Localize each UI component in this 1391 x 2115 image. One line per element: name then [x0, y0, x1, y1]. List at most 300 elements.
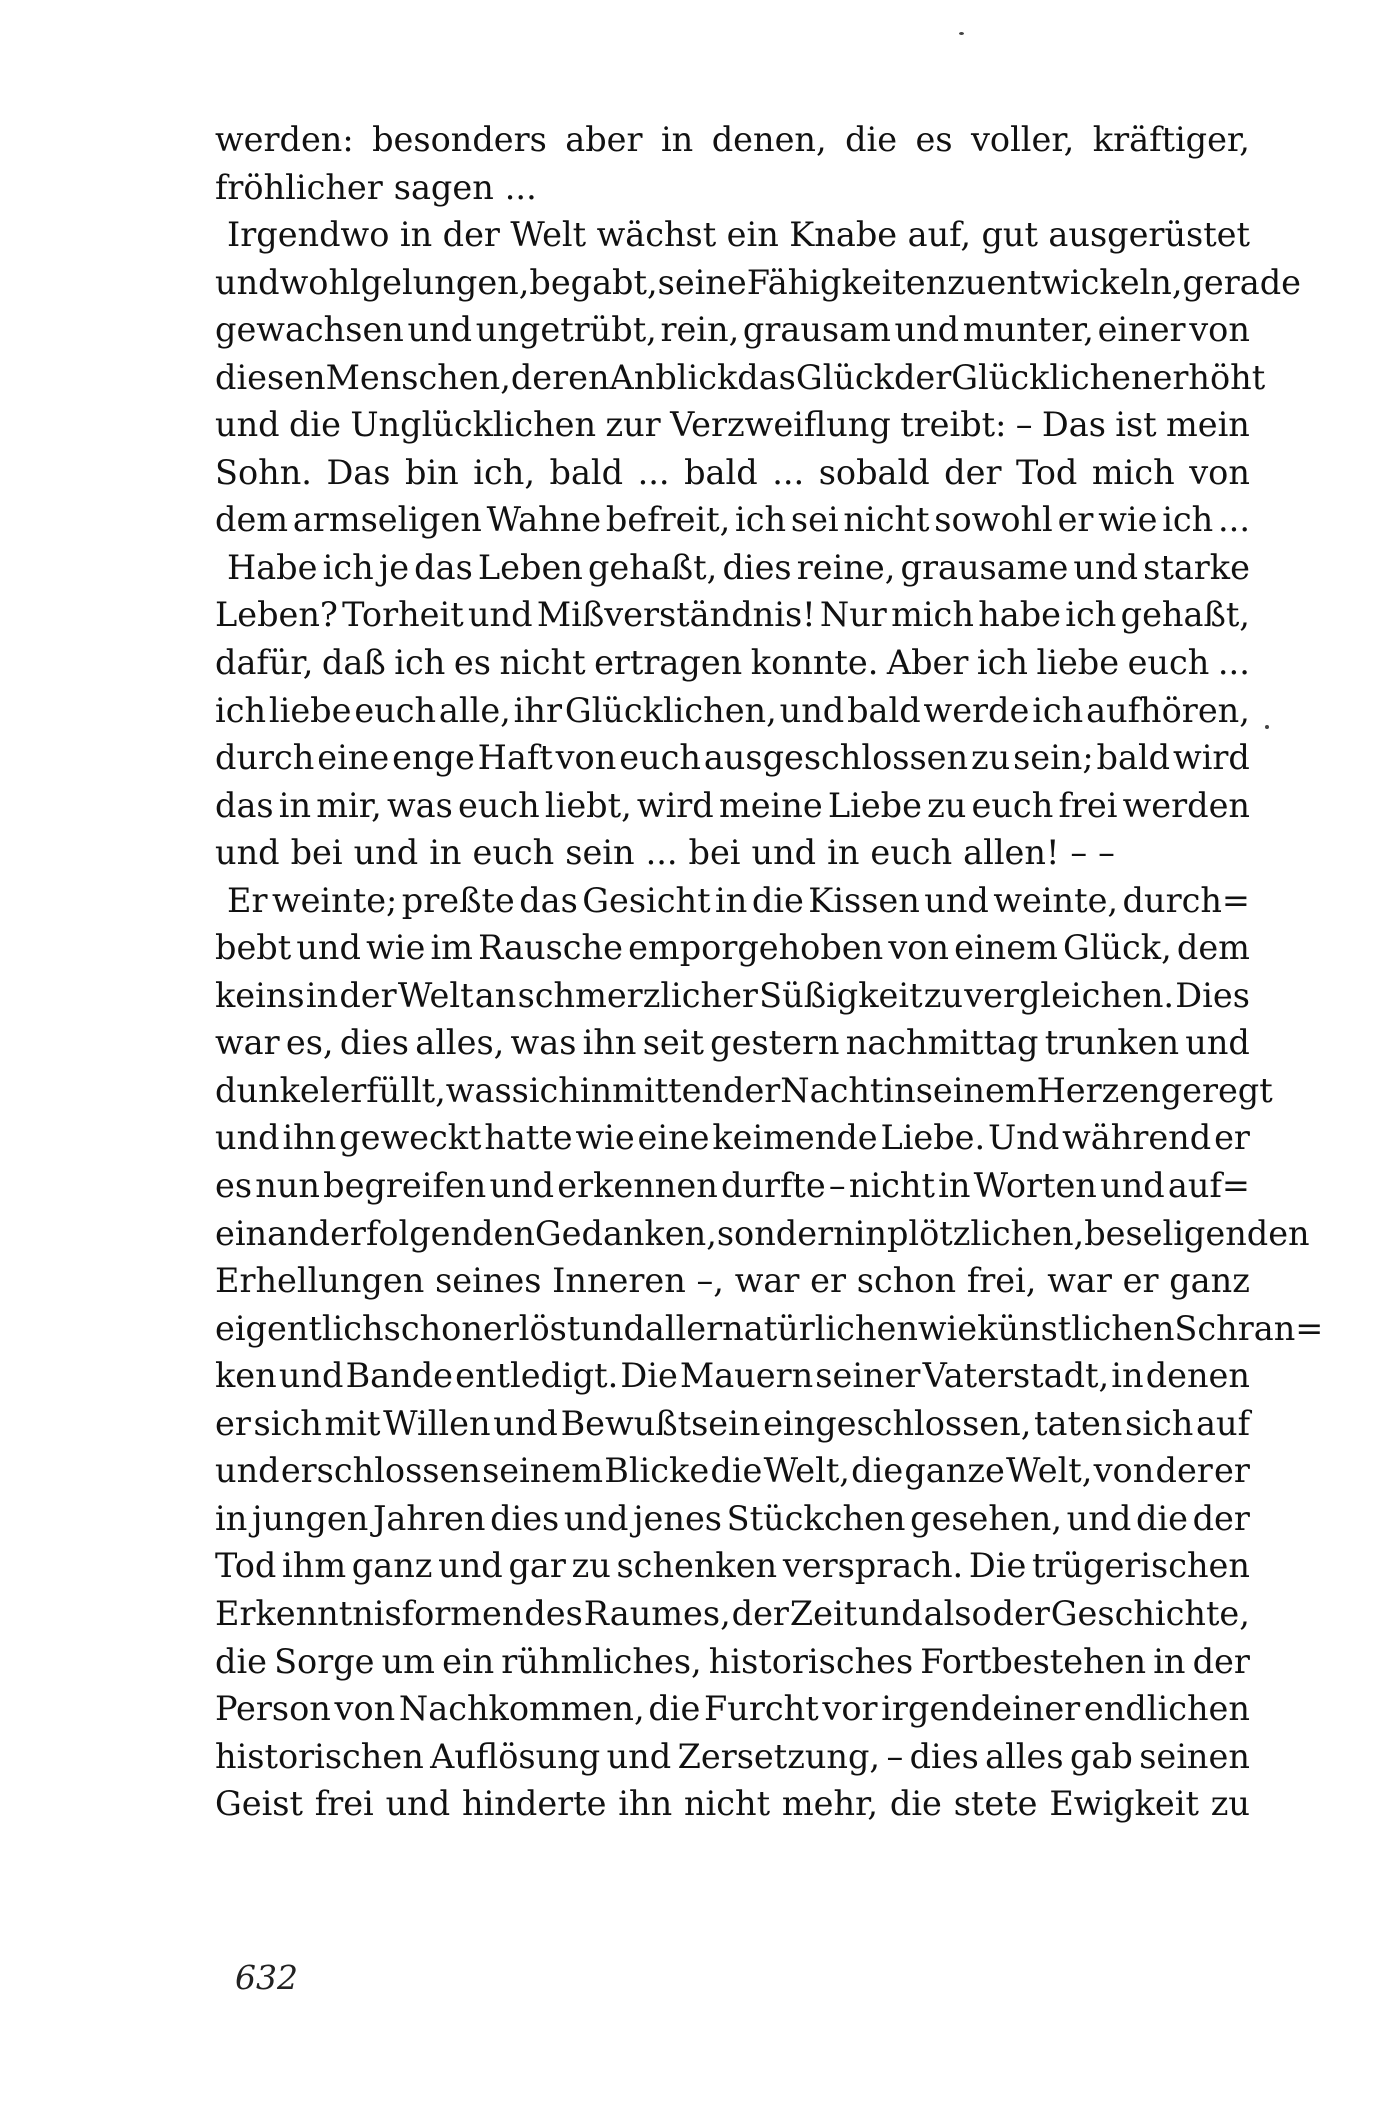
text-line — [215, 1067, 1273, 1115]
word: es — [453, 643, 491, 683]
word: voller, — [971, 120, 1075, 159]
word: und — [296, 928, 361, 968]
word: ich — [322, 547, 374, 587]
text-line — [215, 259, 1301, 307]
word: und — [580, 1308, 645, 1348]
word: habe — [978, 595, 1062, 635]
word: und — [215, 833, 280, 873]
word: Anblick — [609, 357, 738, 397]
word: das — [737, 357, 796, 397]
print-speck — [959, 32, 964, 35]
word: werden: — [215, 120, 354, 159]
word: in — [1111, 1356, 1144, 1396]
word: besonders — [372, 120, 547, 159]
word: der — [944, 452, 1002, 492]
word: ich — [1032, 690, 1084, 730]
word: Kissen — [808, 880, 920, 920]
word: und — [353, 833, 419, 873]
word: ausgerüstet — [1048, 215, 1250, 255]
word: und — [489, 1166, 555, 1206]
word: der — [1155, 1451, 1213, 1491]
word: ausgeschlossen — [703, 738, 969, 778]
word: – — [1098, 833, 1115, 873]
word: Glücklichen, — [564, 690, 777, 730]
word: eingeschlossen, — [763, 1403, 1032, 1443]
word: Leben — [477, 547, 583, 587]
word: Sohn. — [215, 452, 312, 492]
word: geregt — [1160, 1070, 1273, 1110]
word: die — [648, 1689, 701, 1729]
word: alles, — [415, 1023, 505, 1063]
word: es — [215, 1166, 253, 1206]
word: je — [378, 547, 410, 587]
word: mich — [1091, 452, 1175, 492]
text-line — [215, 116, 1250, 164]
word: konnte. — [750, 643, 879, 683]
word: erkennen — [557, 1166, 718, 1206]
word: es — [915, 120, 953, 159]
word: ist — [1115, 405, 1157, 445]
word: ich — [394, 643, 446, 683]
word: treibt: — [900, 405, 1007, 445]
word: Auflösung — [430, 1736, 601, 1776]
text-line — [215, 1638, 1250, 1686]
word: und — [385, 1784, 451, 1824]
word: geweckt — [339, 1118, 482, 1158]
word: künstlichen — [977, 1308, 1175, 1348]
word: erschlossen — [280, 1451, 481, 1491]
word: Torheit — [342, 595, 464, 635]
word: nicht — [848, 1166, 935, 1206]
word: ihn — [618, 1784, 673, 1824]
word: wächst — [596, 215, 717, 255]
word: stete — [953, 1784, 1038, 1824]
word: und — [1073, 547, 1139, 587]
text-line — [215, 1495, 1250, 1543]
word: hatte — [484, 1118, 573, 1158]
page-number: 632 — [235, 1958, 298, 1997]
word: Nachkommen, — [398, 1689, 645, 1729]
word: ... — [772, 452, 805, 492]
word: ganz — [351, 1546, 433, 1586]
word: von — [1189, 452, 1250, 492]
word: schenken — [616, 1546, 778, 1586]
word: begabt, — [529, 262, 658, 302]
word: hinderte — [462, 1784, 607, 1824]
word: inmitten — [579, 1070, 723, 1110]
word: Bande — [345, 1356, 453, 1396]
word: Inneren — [552, 1261, 686, 1301]
word: ihn — [282, 1118, 337, 1158]
word: gut — [981, 215, 1038, 255]
word: Knabe — [789, 215, 898, 255]
word: in — [938, 1166, 971, 1206]
text-line — [215, 972, 1250, 1020]
word: befreit, — [605, 500, 731, 540]
word: daß — [321, 643, 386, 683]
word: durch= — [1122, 880, 1250, 920]
text-line — [215, 496, 1250, 544]
word: vergleichen. — [964, 975, 1175, 1015]
word: gerade — [1182, 262, 1301, 302]
word: endlichen — [1083, 1689, 1250, 1729]
word: mein — [1166, 405, 1250, 445]
word: im — [430, 928, 473, 968]
word: auf, — [907, 215, 971, 255]
word: dem — [1176, 928, 1250, 968]
word: Worten — [973, 1166, 1097, 1206]
word: diesen — [215, 357, 326, 397]
word: und — [779, 690, 845, 730]
word: eine — [637, 1118, 710, 1158]
word: gestern — [710, 1023, 840, 1063]
word: und — [924, 880, 989, 920]
word: in — [278, 785, 312, 825]
text-line — [215, 639, 1250, 687]
word: Gesicht — [582, 880, 711, 920]
word: und — [751, 833, 817, 873]
word: zu — [1210, 1784, 1250, 1824]
word: Geist — [215, 1784, 303, 1824]
word: ... — [504, 167, 537, 207]
text-line — [215, 1305, 1324, 1353]
word: in — [827, 833, 860, 873]
word: der — [723, 1070, 781, 1110]
word: ich — [976, 643, 1028, 683]
word: die — [845, 120, 898, 159]
word: und — [606, 1736, 672, 1776]
word: Geschichte, — [1050, 1593, 1250, 1633]
word: seinen — [1139, 1736, 1250, 1776]
word: und — [215, 405, 280, 445]
word: seiner — [815, 1356, 921, 1396]
word: werden — [1122, 785, 1250, 825]
word: sein — [565, 833, 635, 873]
word: das — [414, 547, 473, 587]
word: historischen — [215, 1736, 424, 1776]
word: preßte — [401, 880, 515, 920]
word: während — [1062, 1118, 1212, 1158]
word: in — [715, 880, 748, 920]
word: erlöst — [482, 1308, 581, 1348]
word: bald — [1096, 738, 1171, 778]
word: Tod — [215, 1546, 277, 1586]
word: Liebe. — [880, 1118, 986, 1158]
word: Herzen — [1036, 1070, 1161, 1110]
word: bei — [290, 833, 343, 873]
word: Furcht — [704, 1689, 819, 1729]
word: trunken — [1044, 1023, 1180, 1063]
word: der — [893, 357, 952, 397]
word: nicht — [683, 1784, 771, 1824]
word: euch — [971, 785, 1054, 825]
word: jenes — [633, 1498, 722, 1538]
word: ... — [1218, 500, 1250, 540]
text-line — [215, 1019, 1250, 1067]
word: er — [1057, 500, 1094, 540]
word: Habe — [227, 547, 318, 587]
word: frei, — [966, 1261, 1037, 1301]
word: bin — [405, 452, 459, 492]
word: seinem — [915, 1070, 1037, 1110]
word: einem — [954, 928, 1058, 968]
text-line — [215, 401, 1250, 449]
text-line — [215, 1542, 1250, 1590]
word: war — [1047, 1261, 1112, 1301]
word: sowohl — [934, 500, 1053, 540]
word: dunkel — [215, 1070, 331, 1110]
word: weinte, — [993, 880, 1119, 920]
word: Vaterstadt, — [922, 1356, 1110, 1396]
word: ihn — [582, 1023, 637, 1063]
word: ein — [442, 1641, 495, 1681]
word: die — [851, 1451, 904, 1491]
word: was — [445, 1070, 512, 1110]
word: Fortbestehen — [920, 1641, 1147, 1681]
text-line — [215, 591, 1250, 639]
word: durfte — [720, 1166, 826, 1206]
text-line — [215, 211, 1250, 259]
word: dies — [722, 547, 792, 587]
word: sobald — [818, 452, 930, 492]
word: liebe — [268, 690, 352, 730]
word: der — [442, 215, 500, 255]
word: zur — [605, 405, 661, 445]
word: euch — [870, 833, 953, 873]
word: frei — [314, 1784, 374, 1824]
word: – — [1070, 833, 1088, 873]
word: mir, — [316, 785, 382, 825]
word: einer — [1097, 310, 1186, 350]
word: Süßigkeit — [759, 975, 923, 1015]
word: Das — [326, 452, 391, 492]
word: Haft — [477, 738, 553, 778]
word: in — [399, 215, 433, 255]
word: beseligenden — [1084, 1213, 1310, 1253]
text-line — [215, 1590, 1250, 1638]
word: euch — [354, 690, 437, 730]
word: trügerischen — [1031, 1546, 1250, 1586]
word: also — [923, 1593, 992, 1633]
word: ... — [637, 452, 670, 492]
word: dies — [339, 1023, 409, 1063]
word: Nacht — [780, 1070, 884, 1110]
word: sagen — [393, 167, 494, 207]
word: sein; — [1013, 738, 1094, 778]
word: gar — [508, 1546, 566, 1586]
word: keimende — [712, 1118, 878, 1158]
word: Bewußtsein — [560, 1403, 761, 1443]
word: einanderfolgenden — [215, 1213, 535, 1253]
word: armseligen — [292, 500, 482, 540]
word: starke — [1143, 547, 1250, 587]
word: und — [1185, 1023, 1250, 1063]
word: Zeit — [789, 1593, 858, 1633]
word: –, — [696, 1261, 724, 1301]
word: bei — [688, 833, 741, 873]
word: zu — [571, 1546, 611, 1586]
word: wird — [636, 785, 714, 825]
word: von — [1093, 1451, 1155, 1491]
word: mit — [324, 1403, 381, 1443]
word: weinte; — [271, 880, 398, 920]
word: wie — [366, 928, 426, 968]
word: dafür, — [215, 643, 314, 683]
word: grausame — [900, 547, 1069, 587]
word: keins — [215, 975, 305, 1015]
word: Zersetzung, — [677, 1736, 881, 1776]
word: Sorge — [274, 1641, 375, 1681]
text-line — [215, 449, 1250, 497]
word: Raumes, — [583, 1593, 731, 1633]
word: alle, — [438, 690, 511, 730]
text-line — [215, 734, 1250, 782]
word: Leben? — [215, 595, 338, 635]
word: dem — [215, 500, 289, 540]
text-line — [215, 782, 1250, 830]
word: eine — [317, 738, 390, 778]
word: es, — [285, 1023, 334, 1063]
word: Welt — [510, 215, 587, 255]
word: und — [438, 1546, 503, 1586]
word: er — [1214, 1118, 1250, 1158]
word: in — [883, 1070, 916, 1110]
text-line — [215, 306, 1250, 354]
word: reine, — [796, 547, 896, 587]
word: werde — [923, 690, 1030, 730]
word: ich — [215, 690, 267, 730]
word: zu — [970, 738, 1011, 778]
word: aber — [565, 120, 643, 159]
word: zu — [947, 262, 987, 302]
text-line — [215, 1352, 1250, 1400]
word: natürlichen — [722, 1308, 918, 1348]
word: er — [215, 1403, 251, 1443]
word: er — [1122, 1261, 1159, 1301]
word: ungetrübt, — [475, 310, 657, 350]
word: bald — [684, 452, 758, 492]
word: und — [215, 262, 280, 302]
word: allen! — [963, 833, 1060, 873]
word: Erhellungen — [215, 1261, 425, 1301]
word: Nur — [819, 595, 887, 635]
word: begreifen — [323, 1166, 487, 1206]
word: die — [288, 405, 341, 445]
word: zu — [923, 975, 963, 1015]
word: er — [1214, 1451, 1250, 1491]
word: kräftiger, — [1092, 120, 1250, 159]
word: eigentlich — [215, 1308, 384, 1348]
word: der — [339, 975, 397, 1015]
word: Mauern — [679, 1356, 814, 1396]
word: Fähigkeiten — [746, 262, 948, 302]
word: die — [710, 1451, 763, 1491]
word: deren — [510, 357, 610, 397]
word: des — [524, 1593, 583, 1633]
word: bald — [847, 690, 921, 730]
word: ... — [1217, 643, 1250, 683]
word: die — [215, 1641, 267, 1681]
word: was — [386, 785, 453, 825]
word: gewachsen — [215, 310, 404, 350]
word: denen — [1145, 1356, 1250, 1396]
word: schmerzlicher — [517, 975, 758, 1015]
word: auf= — [1167, 1166, 1250, 1206]
word: Mißverständnis! — [536, 595, 816, 635]
text-line — [215, 687, 1250, 735]
word: Schran= — [1174, 1308, 1324, 1348]
word: – — [886, 1736, 904, 1776]
word: Die — [968, 1546, 1027, 1586]
text-line — [215, 1733, 1250, 1781]
word: von — [888, 928, 949, 968]
word: Ewigkeit — [1049, 1784, 1199, 1824]
word: Liebe — [827, 785, 922, 825]
word: Blicke — [604, 1451, 710, 1491]
word: mich — [891, 595, 974, 635]
word: sich — [511, 1070, 580, 1110]
word: und — [1100, 1166, 1165, 1206]
word: ken — [215, 1356, 277, 1396]
text-line — [215, 1114, 1250, 1162]
word: in — [429, 833, 462, 873]
word: Wahne — [486, 500, 602, 540]
word: der — [992, 1593, 1050, 1633]
word: sei — [790, 500, 839, 540]
word: der — [1192, 1498, 1250, 1538]
word: Glück — [795, 357, 894, 397]
word: und — [407, 310, 473, 350]
word: wie — [917, 1308, 978, 1348]
word: Dies — [1175, 975, 1250, 1015]
word: Und — [988, 1118, 1060, 1158]
word: versprach. — [782, 1546, 964, 1586]
text-line — [215, 1162, 1250, 1210]
text-line — [215, 164, 1250, 212]
text-line — [215, 544, 1250, 592]
word: sich — [1125, 1403, 1194, 1443]
word: dies — [909, 1736, 979, 1776]
word: und — [894, 310, 960, 350]
text-line — [215, 924, 1250, 972]
word: ihr — [513, 690, 562, 730]
word: und — [563, 1498, 629, 1538]
word: nicht — [843, 500, 930, 540]
word: wie — [1098, 500, 1158, 540]
word: liebe — [1036, 643, 1120, 683]
word: rühmliches, — [501, 1641, 702, 1681]
word: in — [1153, 1641, 1186, 1681]
word: ganz — [1169, 1261, 1250, 1301]
word: enge — [392, 738, 475, 778]
word: Menschen, — [325, 357, 511, 397]
word: die — [1135, 1498, 1188, 1538]
word: ganze — [904, 1451, 1005, 1491]
word: Rausche — [478, 928, 623, 968]
word: plötzlichen, — [886, 1213, 1085, 1253]
text-line — [215, 1447, 1250, 1495]
word: euch — [457, 785, 540, 825]
word: Welt, — [763, 1451, 850, 1491]
word: sich — [253, 1403, 322, 1443]
word: war — [215, 1023, 280, 1063]
word: was — [510, 1023, 577, 1063]
text-line — [215, 1685, 1250, 1733]
word: gehaßt, — [1120, 595, 1250, 635]
word: Stückchen — [726, 1498, 906, 1538]
word: irgendeiner — [881, 1689, 1081, 1729]
word: Unglücklichen — [350, 405, 597, 445]
